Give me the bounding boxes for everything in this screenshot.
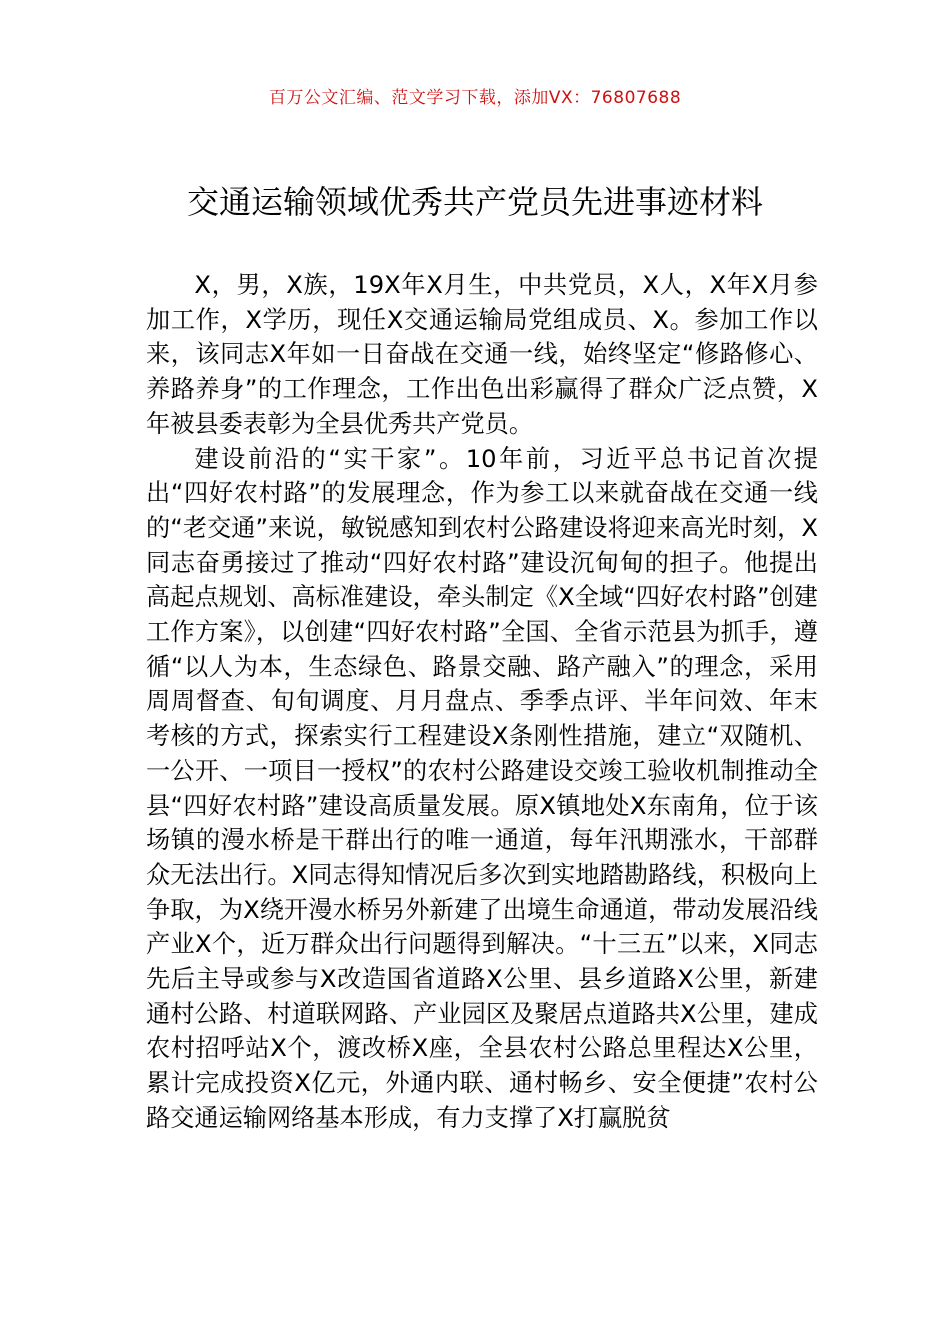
paragraph-intro: X，男，X族，19X年X月生，中共党员，X人，X年X月参加工作，X学历，现任X交通运输局党组成员、X。参加工作以来，该同志X年如一日奋战在交通一线，始终坚定“修路修心、养路养身”的工作理念，工作出色出彩赢得了群众广泛点赞，X年被县委表彰为全县优秀共产党员。 (146, 271, 818, 438)
paragraph-construction: 建设前沿的“实干家”。10年前，习近平总书记首次提出“四好农村路”的发展理念，作为参工以来就奋战在交通一线的“老交通”来说，敏锐感知到农村公路建设将迎来高光时刻，X同志奋勇接过了推动“四好农村路”建设沉甸甸的担子。他提出高起点规划、高标准建设，牵头制定《X全域“四好农村路”创建工作方案》，以创建“四好农村路”全国、全省示范县为抓手，遵循“以人为本，生态绿色、路景交融、路产融入”的理念，采用周周督查、旬旬调度、月月盘点、季季点评、半年问效、年末考核的方式，探索实行工程建设X条刚性措施，建立“双随机、一公开、一项目一授权”的农村公路建设交竣工验收机制推动全县“四好农村路”建设高质量发展。原X镇地处X东南角，位于该场镇的漫水桥是干群出行的唯一通道，每年汛期涨水，干部群众无法出行。X同志得知情况后多次到实地踏勘路线，积极向上争取，为X绕开漫水桥另外新建了出境生命通道，带动发展沿线产业X个，近万群众出行问题得到解决。“十三五”以来，X同志先后主导或参与X改造国省道路X公里、县乡道路X公里，新建通村公路、村道联网路、产业园区及聚居点道路共X公里，建成农村招呼站X个，渡改桥X座，全县农村公路总里程达X公里，累计完成投资X亿元，外通内联、通村畅乡、安全便捷”农村公路交通运输网络基本形成，有力支撑了X打赢脱贫 (146, 444, 818, 1132)
document-title: 交通运输领域优秀共产党员先进事迹材料 (186, 183, 763, 221)
document-body (146, 268, 818, 1136)
header-note: 百万公文汇编、范文学习下载，添加VX：76807688 (268, 88, 682, 108)
